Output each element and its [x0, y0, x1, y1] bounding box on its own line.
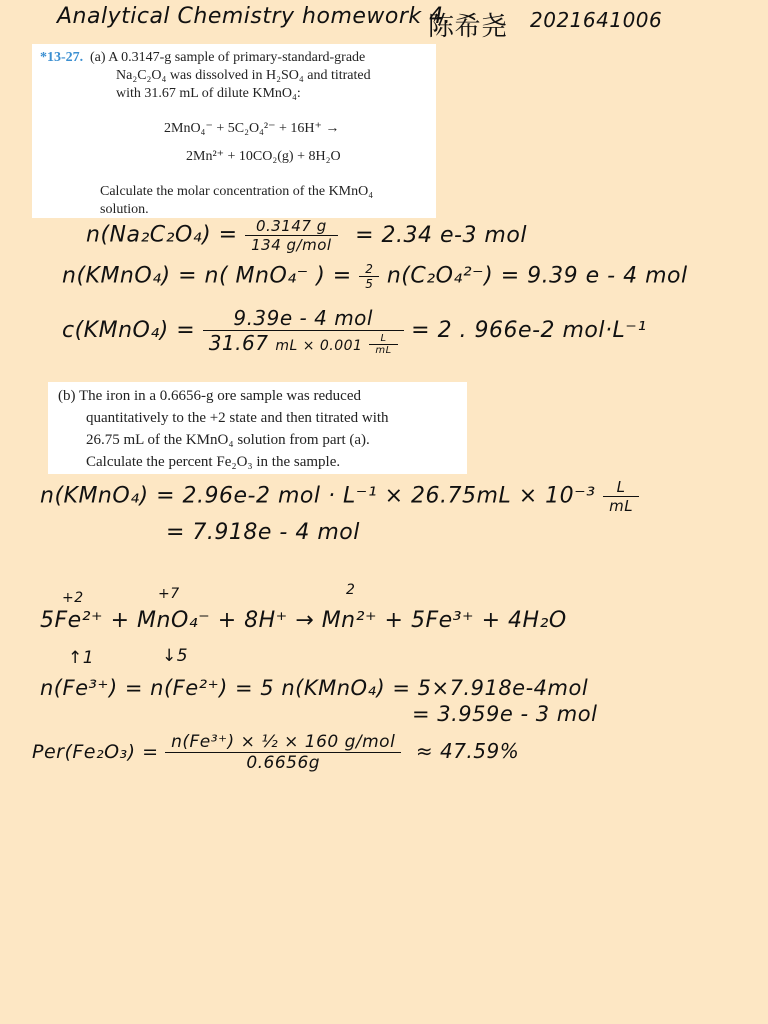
c-kmno4-result: = 2 . 966e-2 mol·L⁻¹ [411, 318, 647, 343]
n-na2c2o4-result: = 2.34 e-3 mol [355, 222, 527, 248]
n-na2c2o4-lhs: n(Na₂C₂O₄) = [86, 222, 238, 248]
b-unit-numerator: L [603, 478, 639, 497]
n-fe-result: = 3.959e - 3 mol [412, 702, 598, 726]
problem-a-part-label: (a) [90, 50, 106, 65]
oxidation-mn2-label: 2 [346, 582, 356, 598]
n-na2c2o4-equation [86, 217, 527, 254]
problem-a-box [32, 44, 436, 218]
problem-a-question-line2: solution. [100, 202, 149, 217]
c-unit-numerator: L [369, 333, 397, 345]
reaction-line1: 2MnO₄⁻ + 5C₂O₄²⁻ + 16H⁺ → [164, 121, 340, 136]
n-kmno4-b-equation [40, 478, 639, 515]
student-name: 陈希尧 [428, 12, 508, 42]
problem-a-line1: A 0.3147-g sample of primary-standard-grade [108, 50, 366, 65]
n-kmno4-b-line: n(KMnO₄) = 2.96e-2 mol · L⁻¹ × 26.75mL × 10⁻³ [40, 483, 596, 509]
c-denominator-volume: 31.67 [208, 331, 269, 355]
oxidation-fe-label: +2 [62, 590, 84, 606]
problem-b-line3: 26.75 mL of the KMnO₄ solution from part (a). [86, 432, 370, 448]
oxidation-mn-label: +7 [158, 586, 180, 602]
percent-numerator: n(Fe³⁺) × ½ × 160 g/mol [165, 732, 401, 753]
reaction-line2: 2Mn²⁺ + 10CO₂(g) + 8H₂O [186, 149, 341, 164]
problem-b-line2: quantitatively to the +2 state and then titrated with [86, 410, 389, 426]
fe-electron-change: ↑1 [68, 648, 95, 668]
n-na2c2o4-denominator: 134 g/mol [251, 236, 332, 254]
c-unit-denominator: mL [375, 345, 392, 356]
c-denominator [203, 331, 404, 356]
n-kmno4-lhs: n(KMnO₄) = n( MnO₄⁻ ) = [62, 263, 352, 289]
ratio-numerator: 2 [359, 262, 379, 277]
percent-denominator: 0.6656g [246, 753, 321, 773]
n-na2c2o4-numerator: 0.3147 g [245, 217, 337, 236]
percent-lhs: Per(Fe₂O₃) = [32, 741, 159, 763]
c-numerator: 9.39e - 4 mol [203, 306, 404, 331]
problem-a-line2: Na₂C₂O₄ was dissolved in H₂SO₄ and titrated [116, 68, 371, 83]
problem-a-line3: with 31.67 mL of dilute KMnO₄: [116, 86, 301, 101]
homework-title: Analytical Chemistry homework 4. [57, 4, 452, 29]
c-kmno4-lhs: c(KMnO₄) = [62, 318, 196, 343]
ratio-denominator: 5 [365, 277, 374, 291]
percent-fe2o3-equation [32, 732, 519, 773]
problem-b-box [48, 382, 467, 474]
c-kmno4-equation [62, 306, 647, 356]
n-fe-equation: n(Fe³⁺) = n(Fe²⁺) = 5 n(KMnO₄) = 5×7.918e-4mol [40, 676, 589, 700]
problem-b-line4: Calculate the percent Fe₂O₃ in the sample. [86, 454, 341, 470]
problem-a-question-line1: Calculate the molar concentration of the KMnO₄ [100, 184, 374, 199]
problem-number: *13-27. [40, 50, 84, 65]
mn-electron-change: ↓5 [162, 646, 189, 666]
problem-b-part-label: (b) [58, 388, 76, 404]
b-unit-denominator: mL [609, 497, 634, 515]
n-kmno4-rhs: n(C₂O₄²⁻) = 9.39 e - 4 mol [386, 263, 688, 289]
n-kmno4-b-result: = 7.918e - 4 mol [166, 520, 360, 545]
problem-b-line1: The iron in a 0.6656-g ore sample was reduced [78, 388, 361, 404]
percent-result: ≈ 47.59% [415, 739, 520, 763]
redox-reaction: 5Fe²⁺ + MnO₄⁻ + 8H⁺ → Mn²⁺ + 5Fe³⁺ + 4H₂O [40, 608, 567, 633]
c-denominator-unit: mL × 0.001 [275, 338, 363, 354]
student-id: 2021641006 [530, 8, 663, 32]
n-kmno4-equation [62, 262, 688, 291]
